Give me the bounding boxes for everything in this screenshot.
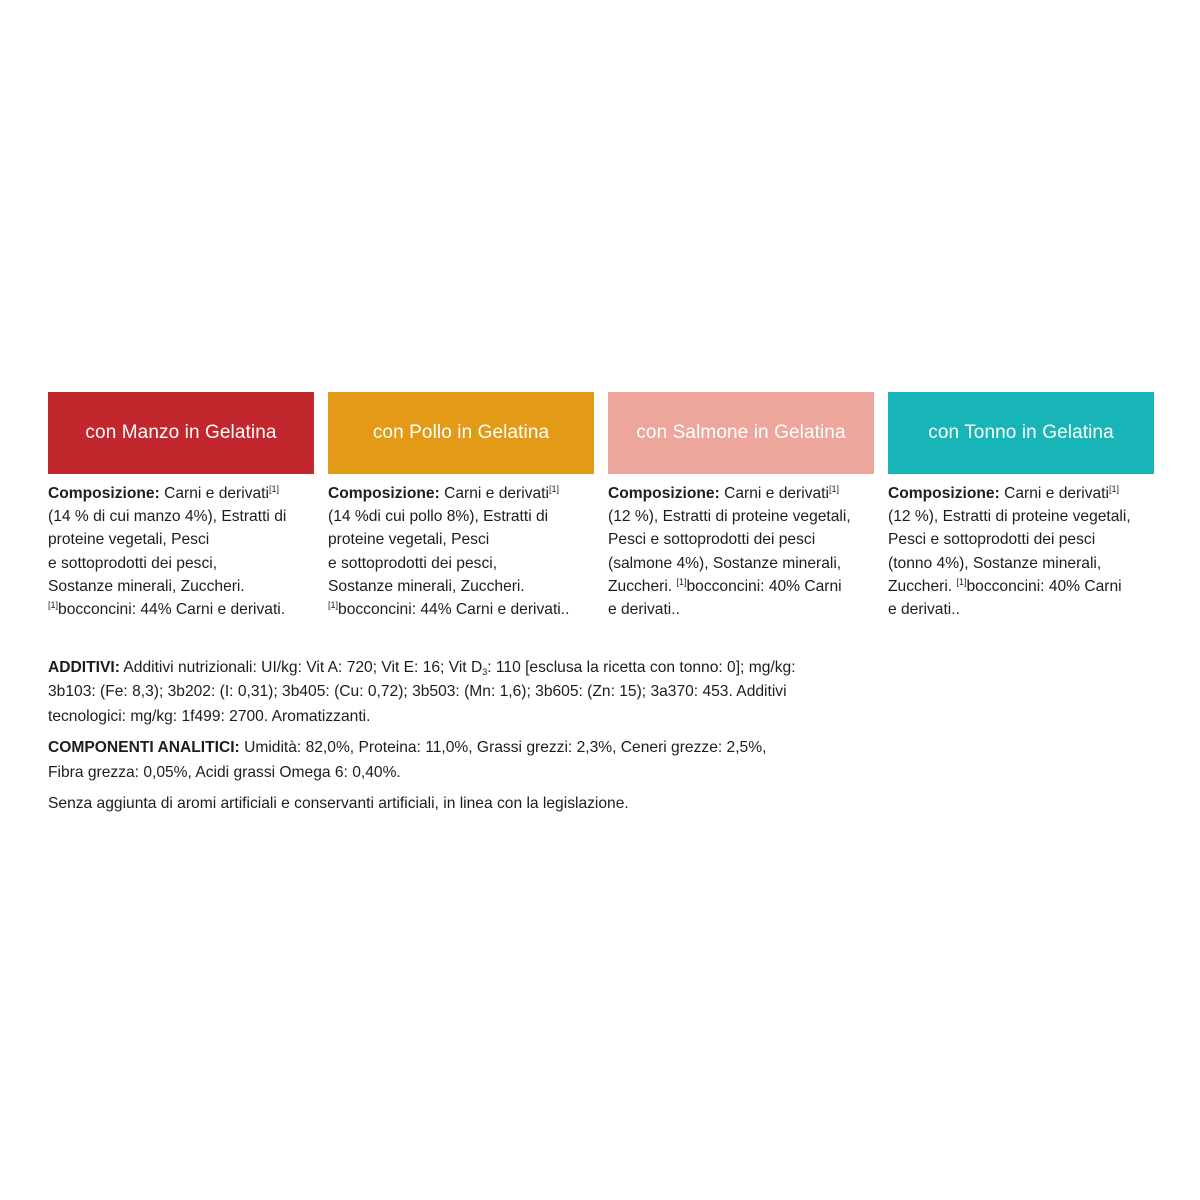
variant-tonno xyxy=(888,392,1154,621)
composition-line: e sottoprodotti dei pesci, xyxy=(328,554,498,572)
footnote-mark: [1] xyxy=(548,484,559,494)
variant-manzo xyxy=(48,392,314,621)
additives-line: 3b103: (Fe: 8,3); 3b202: (I: 0,31); 3b405: (Cu: 0,72); 3b503: (Mn: 1,6); 3b605: (Zn: 15); 3a370: 453. Additivi xyxy=(48,683,787,701)
footnote-mark: [1] xyxy=(268,484,279,494)
composition-line: Carni e derivati xyxy=(999,485,1109,502)
composition-line: (14 %di cui pollo 8%), Estratti di xyxy=(328,508,549,526)
composition-line: e derivati.. xyxy=(608,601,680,619)
additives-line: : 110 [esclusa la ricetta con tonno: 0]; mg/kg: xyxy=(487,659,796,676)
variant-title: con Salmone in Gelatina xyxy=(636,422,846,443)
composition-text xyxy=(608,482,874,621)
composition-line: Zuccheri. xyxy=(608,577,677,595)
footnote-mark: [1] xyxy=(676,576,687,587)
composition-text xyxy=(888,482,1154,621)
variant-pollo xyxy=(328,392,594,621)
additives-line: Additivi nutrizionali: UI/kg: Vit A: 720; Vit E: 16; Vit D xyxy=(119,659,483,676)
footnote-mark: [1] xyxy=(828,484,839,494)
composition-text xyxy=(48,482,314,621)
composition-line: Sostanze minerali, Zuccheri. xyxy=(48,577,245,595)
footnote-text: bocconcini: 40% Carni xyxy=(686,577,842,595)
footnote-mark: [1] xyxy=(1108,484,1119,494)
disclaimer-section xyxy=(48,792,908,816)
additives-line: tecnologici: mg/kg: 1f499: 2700. Aromatizzanti. xyxy=(48,707,371,725)
additives-section xyxy=(48,656,908,729)
variant-header-pollo xyxy=(328,392,594,474)
composition-line: Pesci e sottoprodotti dei pesci xyxy=(608,531,816,549)
variant-title: con Manzo in Gelatina xyxy=(85,422,277,443)
additives-label: ADDITIVI: xyxy=(48,659,120,676)
composition-line: (tonno 4%), Sostanze minerali, xyxy=(888,554,1102,572)
composition-line: Zuccheri. xyxy=(888,577,957,595)
variant-salmone xyxy=(608,392,874,621)
composition-line: Pesci e sottoprodotti dei pesci xyxy=(888,531,1096,549)
variant-title: con Pollo in Gelatina xyxy=(372,422,550,443)
footnote-text: bocconcini: 44% Carni e derivati. xyxy=(58,601,286,619)
footnote-text: bocconcini: 40% Carni xyxy=(966,577,1122,595)
variant-header-salmone xyxy=(608,392,874,474)
composition-line: proteine vegetali, Pesci xyxy=(48,531,210,549)
composition-line: e sottoprodotti dei pesci, xyxy=(48,554,218,572)
footnote-mark: [1] xyxy=(48,600,59,611)
composition-line: proteine vegetali, Pesci xyxy=(328,531,490,549)
variant-title: con Tonno in Gelatina xyxy=(928,422,1114,443)
analytical-line: Umidità: 82,0%, Proteina: 11,0%, Grassi grezzi: 2,3%, Ceneri grezze: 2,5%, xyxy=(239,739,767,757)
variants-grid xyxy=(48,392,1152,632)
composition-line: Sostanze minerali, Zuccheri. xyxy=(328,577,525,595)
subscript-mark: 3 xyxy=(482,667,488,677)
composition-label: Composizione: xyxy=(888,485,1000,502)
composition-label: Composizione: xyxy=(48,485,160,502)
analytical-line: Fibra grezza: 0,05%, Acidi grassi Omega 6: 0,40%. xyxy=(48,763,401,781)
footnote-mark: [1] xyxy=(956,576,967,587)
composition-text xyxy=(328,482,594,621)
composition-line: (14 % di cui manzo 4%), Estratti di xyxy=(48,508,287,526)
footnote-text: bocconcini: 44% Carni e derivati.. xyxy=(338,601,570,619)
composition-label: Composizione: xyxy=(608,485,720,502)
composition-label: Composizione: xyxy=(328,485,440,502)
variant-header-manzo xyxy=(48,392,314,474)
composition-line: Carni e derivati xyxy=(159,485,269,502)
composition-line: (salmone 4%), Sostanze minerali, xyxy=(608,554,842,572)
analytical-label: COMPONENTI ANALITICI: xyxy=(48,739,240,757)
disclaimer-text: Senza aggiunta di aromi artificiali e conservanti artificiali, in linea con la legislazione. xyxy=(48,795,629,813)
general-info xyxy=(48,656,908,823)
footnote-mark: [1] xyxy=(328,600,339,611)
composition-line: Carni e derivati xyxy=(439,485,549,502)
analytical-section xyxy=(48,736,908,785)
variant-header-tonno xyxy=(888,392,1154,474)
composition-line: (12 %), Estratti di proteine vegetali, xyxy=(888,508,1131,526)
composition-line: (12 %), Estratti di proteine vegetali, xyxy=(608,508,851,526)
composition-line: e derivati.. xyxy=(888,601,960,619)
composition-line: Carni e derivati xyxy=(719,485,829,502)
